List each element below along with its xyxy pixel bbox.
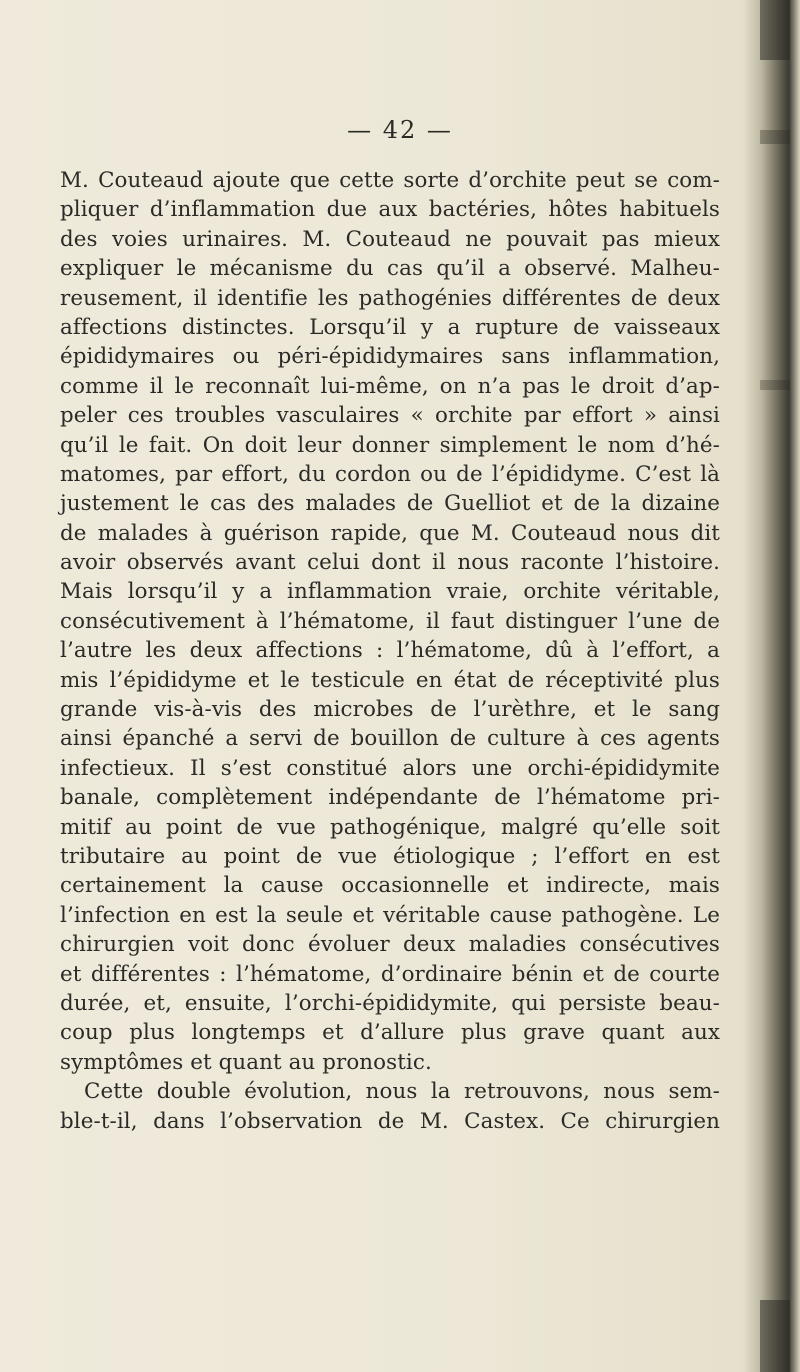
text-line: matomes, par effort, du cordon ou de l’épididyme. C’est là <box>60 461 720 487</box>
text-line: certainement la cause occasionnelle et indirecte, mais <box>60 873 720 899</box>
text-line: tributaire au point de vue étiologique ; l’effort en est <box>60 843 720 869</box>
text-line: expliquer le mécanisme du cas qu’il a observé. Malheu- <box>60 256 720 282</box>
text-line: reusement, il identifie les pathogénies différentes de deux <box>60 285 720 311</box>
text-line: qu’il le fait. On doit leur donner simplement le nom d’hé- <box>60 432 720 458</box>
text-line: peler ces troubles vasculaires « orchite par effort » ainsi <box>60 403 720 429</box>
text-line: symptômes et quant au pronostic. <box>60 1049 432 1075</box>
text-line: grande vis-à-vis des microbes de l’urèthre, et le sang <box>60 697 720 723</box>
text-line: pliquer d’inflammation due aux bactéries, hôtes habituels <box>60 197 720 223</box>
text-line: coup plus longtemps et d’allure plus grave quant aux <box>60 1020 720 1046</box>
text-line: affections distinctes. Lorsqu’il y a rupture de vaisseaux <box>60 314 720 340</box>
text-line: durée, et, ensuite, l’orchi-épididymite, qui persiste beau- <box>60 990 720 1016</box>
text-line: avoir observés avant celui dont il nous raconte l’histoire. <box>60 550 720 576</box>
text-line: de malades à guérison rapide, que M. Couteaud nous dit <box>60 520 720 546</box>
text-line: et différentes : l’hématome, d’ordinaire bénin et de courte <box>60 961 720 987</box>
text-line: justement le cas des malades de Guelliot et de la dizaine <box>60 491 720 517</box>
text-line: ainsi épanché a servi de bouillon de culture à ces agents <box>60 726 720 752</box>
text-line: chirurgien voit donc évoluer deux maladies consécutives <box>60 932 720 958</box>
text-line: comme il le reconnaît lui-même, on n’a pas le droit d’ap- <box>60 373 720 399</box>
edge-mark <box>760 380 790 390</box>
text-line: l’autre les deux affections : l’hématome, dû à l’effort, a <box>60 638 720 664</box>
text-line: ble-t-il, dans l’observation de M. Castex. Ce chirurgien <box>60 1108 720 1134</box>
edge-mark <box>760 0 790 60</box>
text-line: mitif au point de vue pathogénique, malgré qu’elle soit <box>60 814 720 840</box>
text-line: épididymaires ou péri-épididymaires sans inflammation, <box>60 344 720 370</box>
text-line: des voies urinaires. M. Couteaud ne pouvait pas mieux <box>60 226 720 252</box>
text-line: consécutivement à l’hématome, il faut distinguer l’une de <box>60 608 720 634</box>
text-line: mis l’épididyme et le testicule en état de réceptivité plus <box>60 667 720 693</box>
text-line: Cette double évolution, nous la retrouvons, nous sem- <box>84 1079 720 1105</box>
text-line: infectieux. Il s’est constitué alors une orchi-épididymite <box>60 755 720 781</box>
page-number: — 42 — <box>347 116 453 144</box>
edge-mark <box>760 1300 790 1372</box>
text-line: M. Couteaud ajoute que cette sorte d’orchite peut se com- <box>60 168 720 193</box>
page-edge-shadow <box>744 0 800 1372</box>
text-line: banale, complètement indépendante de l’hématome pri- <box>60 785 720 811</box>
body-text <box>60 166 720 1136</box>
text-line: l’infection en est la seule et véritable cause pathogène. Le <box>60 902 720 928</box>
text-line: Mais lorsqu’il y a inflammation vraie, orchite véritable, <box>60 579 720 605</box>
